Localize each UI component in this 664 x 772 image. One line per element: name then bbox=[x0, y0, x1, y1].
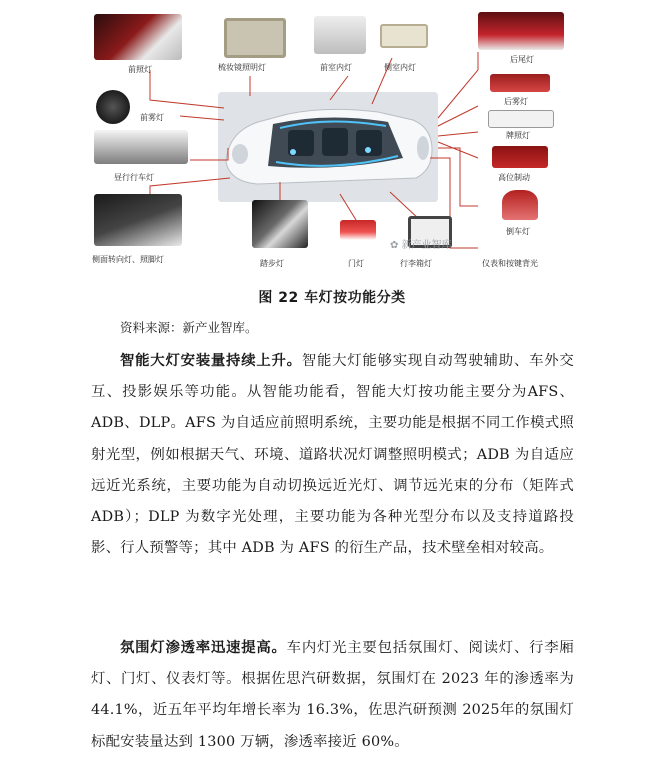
paragraph-lead: 智能大灯安装量持续上升。 bbox=[120, 353, 302, 369]
lamp-classification-figure bbox=[90, 8, 566, 270]
door-light-image bbox=[340, 220, 376, 240]
front-fog-light-label: 前雾灯 bbox=[140, 113, 164, 122]
tail-light-label: 后尾灯 bbox=[510, 55, 534, 64]
door-light-item bbox=[336, 220, 384, 270]
tail-light-image bbox=[478, 12, 564, 50]
watermark-icon: ✿ bbox=[390, 240, 402, 251]
instrument-backlight-item bbox=[482, 248, 566, 270]
headlight-image bbox=[94, 14, 182, 60]
step-light-image bbox=[252, 200, 308, 248]
side-dome-light-label: 侧室内灯 bbox=[384, 63, 416, 72]
figure-caption: 图 22 车灯按功能分类 bbox=[258, 290, 406, 306]
front-dome-light-item bbox=[308, 14, 378, 76]
vanity-light-item bbox=[218, 14, 298, 76]
front-fog-light-item bbox=[94, 90, 184, 128]
plate-light-item bbox=[484, 110, 560, 142]
rear-fog-light-item bbox=[484, 74, 560, 108]
headlight-item bbox=[94, 14, 184, 72]
source-note: 资料来源：新产业智库。 bbox=[120, 320, 258, 335]
high-brake-light-label: 高位制动 bbox=[498, 173, 530, 182]
drl-image bbox=[94, 130, 188, 164]
paragraph-ambient-light bbox=[91, 633, 574, 758]
drl-item bbox=[94, 130, 194, 184]
vanity-light-label: 梳妆镜照明灯 bbox=[218, 63, 266, 72]
door-light-label: 门灯 bbox=[348, 259, 364, 268]
side-dome-light-image bbox=[380, 24, 428, 48]
front-dome-light-image bbox=[314, 16, 366, 54]
reverse-light-item bbox=[490, 190, 560, 238]
headlight-label: 前照灯 bbox=[128, 65, 152, 74]
plate-light-image bbox=[488, 110, 554, 128]
reverse-light-image bbox=[502, 190, 538, 220]
paragraph-smart-headlight bbox=[91, 346, 574, 564]
trunk-light-label: 行李箱灯 bbox=[400, 259, 432, 268]
instrument-backlight-label: 仪表和按键背光 bbox=[482, 259, 538, 268]
front-fog-light-image bbox=[96, 90, 130, 124]
plate-light-label: 牌照灯 bbox=[506, 131, 530, 140]
step-light-item bbox=[246, 200, 314, 270]
side-turn-light-label: 侧面转向灯、照脚灯 bbox=[92, 255, 164, 264]
paragraph-body: 车内灯光主要包括氛围灯、阅读灯、行李厢灯、门灯、仪表灯等。根据佐思汽研数据，氛围灯在 2023 年的渗透率为 44.1%，近五年平均年增长率为 16.3%，佐思汽研预测 2025年的氛围灯标配安装量达到 1300 万辆，渗透率接近 60%。 bbox=[91, 640, 574, 750]
vanity-light-image bbox=[224, 18, 286, 58]
paragraph-body: 智能大灯能够实现自动驾驶辅助、车外交互、投影娱乐等功能。从智能功能看，智能大灯按功能主要分为AFS、ADB、DLP。AFS 为自适应前照明系统，主要功能是根据不同工作模式照射光型，例如根据天气、环境、道路状况灯调整照明模式；ADB 为自适应远近光系统，主要功能为自动切换远近光灯、调节远光束的分布（矩阵式 ADB）；DLP 为数字光处理，主要功能为各种光型分布以及支持道路投影、行人预警等；其中 ADB 为 AFS 的衍生产品，技术壁垒相对较高。 bbox=[91, 353, 574, 557]
high-brake-light-item bbox=[484, 146, 560, 186]
reverse-light-label: 倒车灯 bbox=[506, 227, 530, 236]
step-light-label: 踏步灯 bbox=[260, 259, 284, 268]
high-brake-light-image bbox=[492, 146, 548, 168]
drl-label: 昼行行车灯 bbox=[114, 173, 154, 182]
side-turn-light-image bbox=[94, 194, 182, 246]
watermark: ✿ 新产业智库 bbox=[390, 240, 452, 251]
rear-fog-light-label: 后雾灯 bbox=[504, 97, 528, 106]
tail-light-item bbox=[478, 12, 566, 70]
rear-fog-light-image bbox=[490, 74, 550, 92]
side-turn-light-item bbox=[90, 194, 190, 268]
side-dome-light-item bbox=[378, 14, 438, 76]
paragraph-lead: 氛围灯渗透率迅速提高。 bbox=[120, 640, 287, 656]
front-dome-light-label: 前室内灯 bbox=[320, 63, 352, 72]
